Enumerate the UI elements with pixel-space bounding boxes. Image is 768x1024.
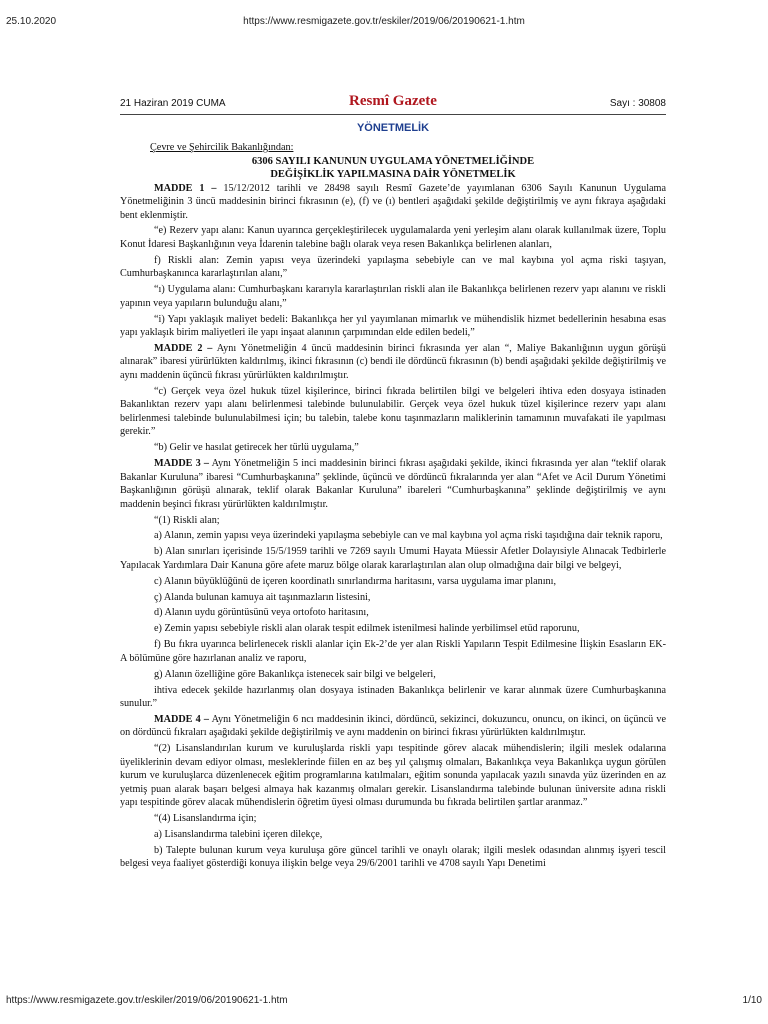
article-1-item-i: “i) Yapı yaklaşık maliyet bedeli: Bakanlıkça her yıl yayımlanan mimarlık ve mühendislik hizmet bedellerinin hesabına esas yapı yaklaşık birim maliyetleri ile yapı inşaat alanının çarpımından elde edilen bedeli,” bbox=[120, 313, 666, 339]
article-4-para-4: “(4) Lisanslandırma için; bbox=[154, 813, 257, 825]
article-4 bbox=[120, 713, 666, 740]
gazette-issue: Sayı : 30808 bbox=[609, 98, 666, 109]
article-3-item-d: d) Alanın uydu görüntüsünü veya ortofoto haritasını, bbox=[154, 607, 369, 619]
article-3-label: MADDE 3 – bbox=[154, 458, 209, 470]
regulation-title-line-1: 6306 SAYILI KANUNUN UYGULAMA YÖNETMELİĞİNDE bbox=[251, 155, 535, 167]
print-url[interactable]: https://www.resmigazete.gov.tr/eskiler/2019/06/20190621-1.htm bbox=[243, 16, 525, 27]
article-2-text: Aynı Yönetmeliğin 4 üncü maddesinin birinci fıkrasında yer alan “, Maliye Bakanlığının uygun görüşü alınarak” ibaresi yürürlükten kaldırılmış, ikinci fıkrasının (c) bendi ile dördüncü fıkrasının (b) bendi aşağıdaki şekilde değiştirilmiş ve aynı maddenin üçüncü fıkrası yürürlükten kaldırılmıştır. bbox=[120, 342, 666, 381]
print-header bbox=[6, 16, 762, 30]
page-number: 1/10 bbox=[742, 995, 762, 1006]
article-4-item-a: a) Lisanslandırma talebini içeren dilekçe, bbox=[154, 829, 323, 841]
article-3-item-a: a) Alanın, zemin yapısı veya üzerindeki yapılaşma sebebiyle can ve mal kaybına yol açma riski taşıdığına dair teknik raporu, bbox=[154, 530, 663, 542]
footer-url[interactable]: https://www.resmigazete.gov.tr/eskiler/2019/06/20190621-1.htm bbox=[6, 995, 288, 1006]
article-1-item-i-dotless: “ı) Uygulama alanı: Cumhurbaşkanı kararıyla kararlaştırılan riskli alan ile Bakanlıkça belirlenen rezerv yapı alanını ve riskli yapının veya yapıların bulunduğu alanı,” bbox=[120, 284, 666, 309]
print-date: 25.10.2020 bbox=[6, 16, 57, 27]
article-2-item-c: “c) Gerçek veya özel hukuk tüzel kişilerince, birinci fıkrada belirtilen bilgi ve belgeleri ihtiva eden dosyaya istinaden Bakanlıktan rezerv yapı alanı belirlenmesi talebinde bulunulabilir. Gerçek veya özel hukuk tüzel kişilerince rezerv yapı alanı belirlenmesi talebinde bulunulabilmesi için; bu talebin, talebe konu taşınmazların maliklerinin tamamının muvafakati ile yapılması gerekir.” bbox=[120, 385, 666, 438]
article-3-closing: ihtiva edecek şekilde hazırlanmış olan dosyaya istinaden Bakanlıkça belirlenir ve karar alınmak üzere Cumhurbaşkanına sunulur.” bbox=[120, 684, 666, 710]
article-1 bbox=[120, 182, 666, 223]
header-divider bbox=[120, 114, 666, 115]
article-4-label: MADDE 4 – bbox=[154, 713, 210, 725]
gazette-header bbox=[120, 93, 666, 113]
article-3-para-1: “(1) Riskli alan; bbox=[154, 514, 220, 526]
article-3-item-cc: ç) Alanda bulunan kamuya ait taşınmazların listesini, bbox=[154, 591, 371, 603]
article-1-label: MADDE 1 – bbox=[154, 182, 217, 194]
article-2 bbox=[120, 342, 666, 383]
article-1-text: 15/12/2012 tarihli ve 28498 sayılı Resmî Gazete’de yayımlanan 6306 Sayılı Kanunun Uygulama Yönetmeliğinin 3 üncü maddesinin birinci fıkrasının (e), (f) ve (ı) bentleri aşağıdaki şekilde değiştirilmiş ve aynı fıkraya aşağıdaki bent eklenmiştir. bbox=[120, 182, 667, 221]
article-3 bbox=[120, 457, 666, 511]
article-3-item-g: g) Alanın özelliğine göre Bakanlıkça istenecek sair bilgi ve belgeleri, bbox=[154, 668, 436, 680]
article-1-item-f: f) Riskli alan: Zemin yapısı veya üzerindeki yapılaşma sebebiyle can ve mal kaybına yol açma riski taşıyan, Cumhurbaşkanınca kararlaştırılan alanı,” bbox=[120, 254, 666, 280]
article-1-item-e: “e) Rezerv yapı alanı: Kanun uyarınca gerçekleştirilecek uygulamalarda yeni yerleşim alanı olarak kullanılmak üzere, Toplu Konut İdaresi Başkanlığının veya İdarenin talebine bağlı olarak veya resen Bakanlıkça belirlenen alanları, bbox=[120, 225, 666, 250]
article-4-text: Aynı Yönetmeliğin 6 ncı maddesinin ikinci, dördüncü, sekizinci, dokuzuncu, onuncu, on ikinci, on üçüncü ve on dördüncü fıkraları aşağıdaki şekilde değiştirilmiş ve aynı maddenin on birinci fıkrası yürürlükten kaldırılmıştır. bbox=[120, 713, 667, 739]
gazette-title: Resmî Gazete bbox=[349, 93, 437, 109]
article-3-item-c: c) Alanın büyüklüğünü de içeren koordinatlı sınırlandırma haritasını, varsa uygulama imar planını, bbox=[154, 575, 557, 587]
article-3-item-f: f) Bu fıkra uyarınca belirlenecek riskli alanlar için Ek-2’de yer alan Riskli Yapıların Tespit Edilmesine İlişkin Esasların EK-A bölümüne göre hazırlanan analiz ve raporu, bbox=[120, 639, 666, 664]
regulation-title-line-2: DEĞİŞİKLİK YAPILMASINA DAİR YÖNETMELİK bbox=[270, 169, 516, 180]
article-4-item-b: b) Talepte bulunan kurum veya kuruluşa göre güncel tarihli ve onaylı olarak; ilgili meslek odasından alınmış işyeri tescil belgesi veya faaliyet gösterdiği konuya ilişkin belge veya 29/6/2001 tarihli ve 4708 sayılı Yapı Denetimi bbox=[120, 844, 666, 870]
print-footer bbox=[6, 995, 762, 1009]
article-3-item-b: b) Alan sınırları içerisinde 15/5/1959 tarihli ve 7269 sayılı Umumi Hayata Müessir Afetler Dolayısiyle Alınacak Tedbirlerle Yapılacak Yardımlara Dair Kanuna göre afete maruz bölge olarak kararlaştırılan alan olup olmadığına dair bilgi ve belgeyi, bbox=[120, 546, 666, 571]
document-body bbox=[120, 141, 666, 873]
section-heading: YÖNETMELİK bbox=[356, 122, 430, 134]
article-4-para-2: “(2) Lisanslandırılan kurum ve kuruluşlarda riskli yapı tespitinde görev alacak mühendislerin; ilgili meslek odalarına üyeliklerinin devam ediyor olması, mesleklerinde fiilen en az beş yıl çalışmış olmaları, Bakanlıkça veya Bakanlıkça uygun görülen kurum ve kuruluşlarca düzenlenecek eğitim programlarına katılmaları, eğitim sonunda yapılacak yazılı sınavda yüz üzerinden en az yetmiş puan alarak başarı belgesi almaya hak kazanmış olmaları gerekir. Lisanslandırma talebinde bulunan üniversite adına riskli yapı tespitinde görev alacak mühendislerin öğretim üyesi olması durumunda bu fıkrada belirtilen şartlar aranmaz.” bbox=[120, 743, 666, 809]
article-3-item-e: e) Zemin yapısı sebebiyle riskli alan olarak tespit edilmek istenilmesi halinde yerbilimsel etüd raporunu, bbox=[154, 623, 580, 635]
gazette-date: 21 Haziran 2019 CUMA bbox=[120, 98, 226, 109]
article-2-item-b: “b) Gelir ve hasılat getirecek her türlü uygulama,” bbox=[154, 442, 359, 454]
ministry-line: Çevre ve Şehircilik Bakanlığından: bbox=[150, 142, 294, 153]
article-3-text: Aynı Yönetmeliğin 5 inci maddesinin birinci fıkrası aşağıdaki şekilde, ikinci fıkrasında yer alan “teklif olarak Bakanlar Kuruluna” ibaresi “Cumhurbaşkanına” şeklinde, üçüncü ve dördüncü fıkralarında yer alan “Afet ve Acil Durum Yönetimi Başkanlığının görüşü alınarak, teklif olarak Bakanlar Kuruluna” ibareleri “Cumhurbaşkanına” şeklinde değiştirilmiş ve aynı maddenin beşinci fıkrası yürürlükten kaldırılmıştır. bbox=[120, 458, 666, 510]
article-2-label: MADDE 2 – bbox=[154, 342, 213, 354]
